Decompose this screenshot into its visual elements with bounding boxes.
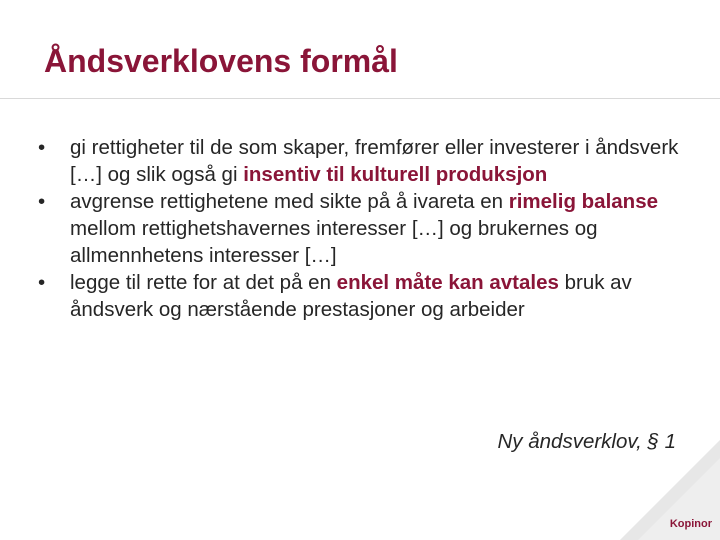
title-divider bbox=[0, 98, 720, 99]
bullet-item bbox=[38, 188, 688, 269]
slide-title: Åndsverklovens formål bbox=[44, 43, 398, 79]
bullet-marker: • bbox=[38, 136, 46, 159]
bullet-text-emphasis: rimelig balanse bbox=[508, 190, 659, 213]
bullet-text-plain: mellom rettighetshavernes interesser […] og brukernes og allmennhetens interesser […] bbox=[70, 217, 598, 267]
bullet-list bbox=[38, 134, 688, 323]
source-citation: Ny åndsverklov, § 1 bbox=[497, 430, 676, 453]
bullet-marker: • bbox=[38, 190, 46, 213]
bullet-item bbox=[38, 269, 688, 323]
bullet-text-plain: legge til rette for at det på en bbox=[70, 271, 337, 294]
bullet-marker: • bbox=[38, 271, 46, 294]
bullet-text-emphasis: enkel måte kan avtales bbox=[336, 271, 559, 294]
bullet-item bbox=[38, 134, 688, 188]
bullet-text-plain: gi rettigheter til de som skaper, fremfører eller investerer i åndsverk […] og slik også gi bbox=[70, 136, 679, 186]
bullet-text-plain: avgrense rettighetene med sikte på å ivareta en bbox=[70, 190, 509, 213]
bullet-text-plain: bruk av åndsverk og nærstående prestasjoner og arbeider bbox=[70, 271, 632, 321]
bullet-text-emphasis: insentiv til kulturell produksjon bbox=[243, 163, 548, 186]
kopinor-logo: Kopinor bbox=[669, 518, 712, 530]
